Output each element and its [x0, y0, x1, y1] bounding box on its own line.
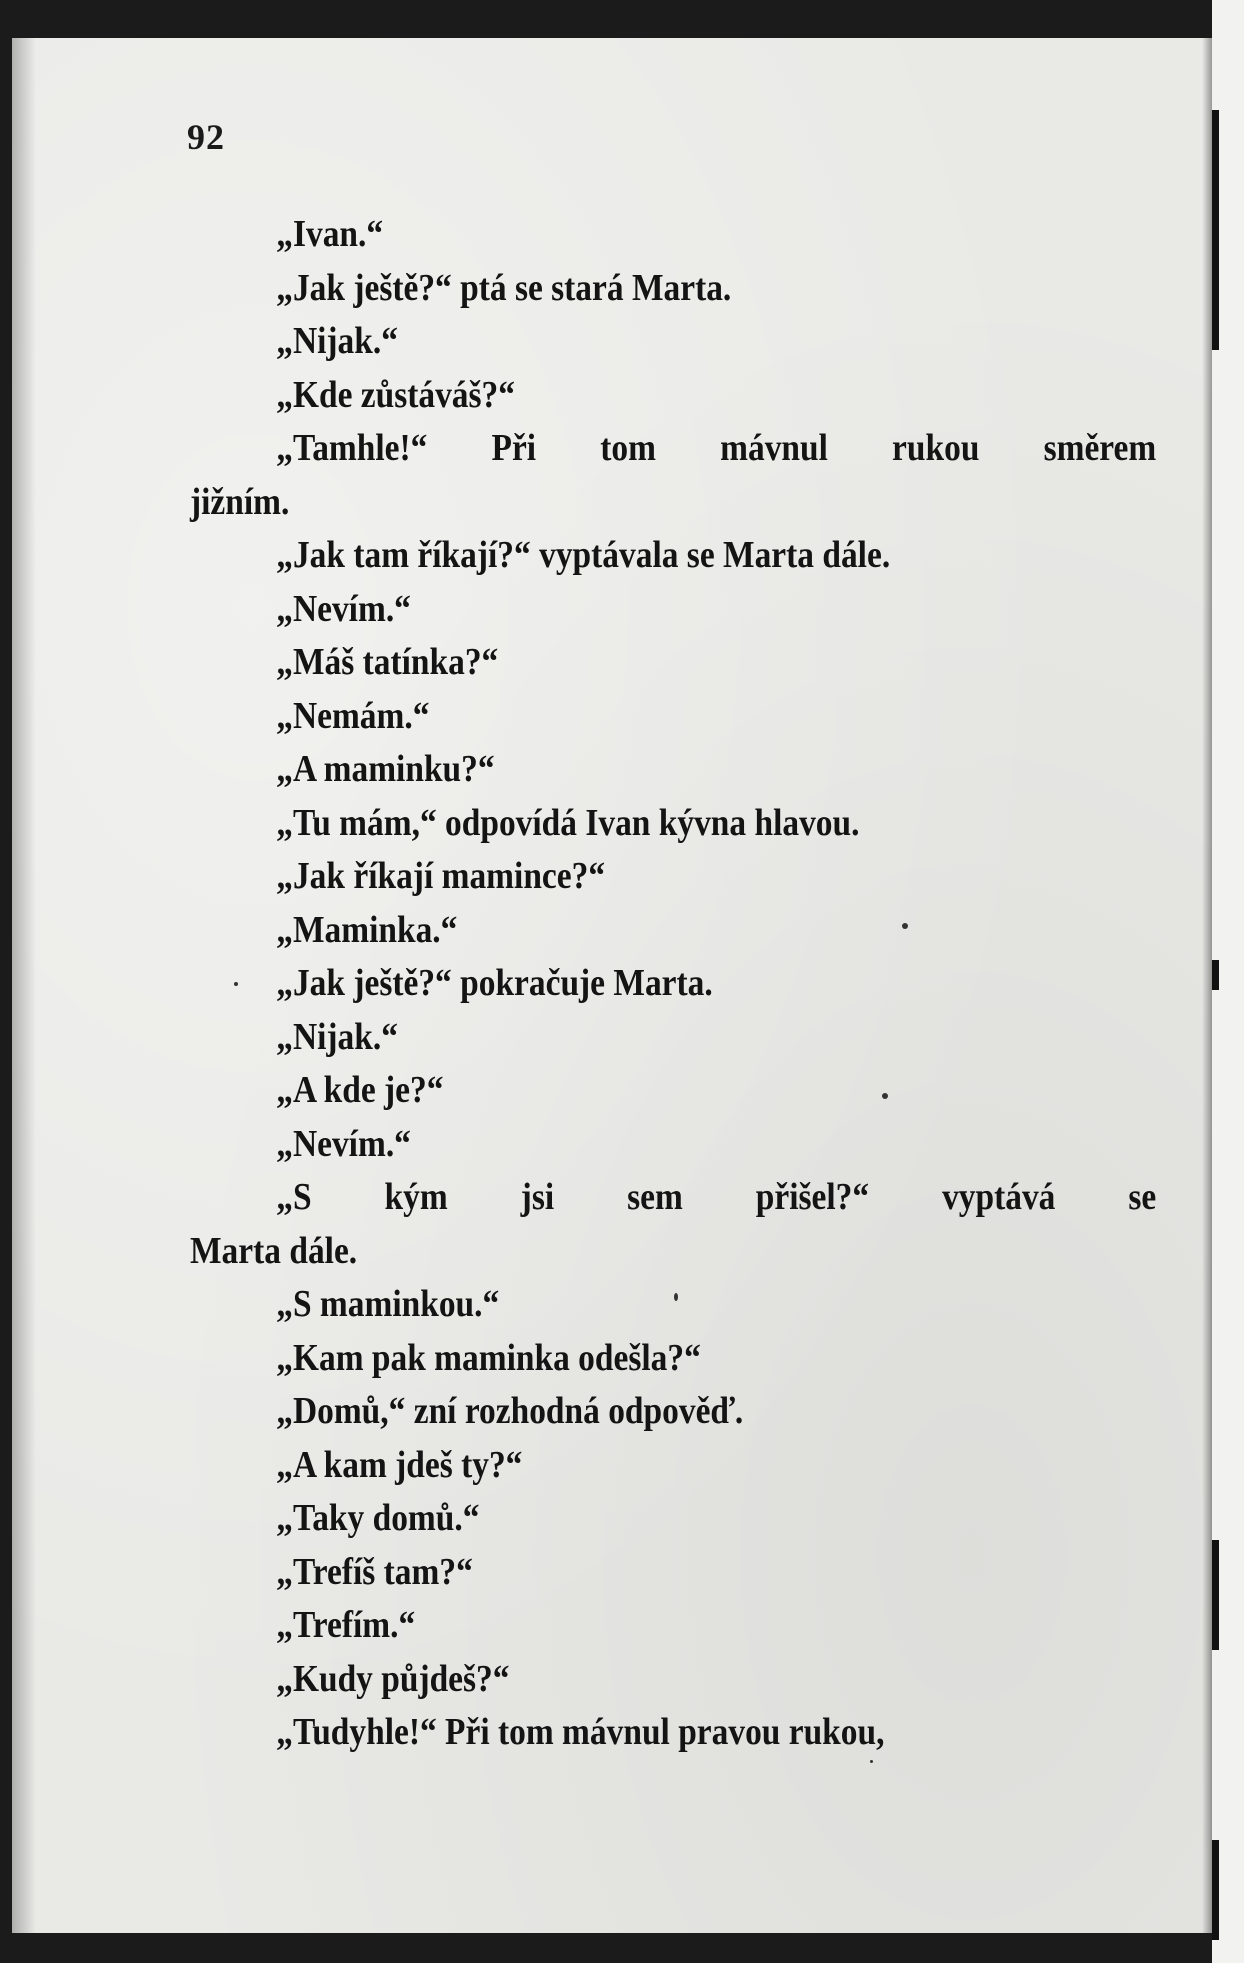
text-line: „Trefíš tam?“ — [276, 1550, 473, 1593]
text-line: „Jak říkají mamince?“ — [276, 855, 606, 897]
text-line: „Domů,“ zní rozhodná odpověď. — [276, 1390, 744, 1432]
print-speck — [882, 1093, 888, 1099]
print-speck — [234, 982, 238, 986]
text-line: „Kam pak maminka odešla?“ — [276, 1336, 701, 1379]
print-speck — [870, 1760, 873, 1763]
text-line: „Taky domů.“ — [276, 1497, 480, 1539]
text-line: „S kým jsi sem přišel?“ vyptává se — [276, 1176, 1157, 1218]
text-line: „Nijak.“ — [276, 1015, 398, 1058]
print-speck — [674, 1293, 678, 1301]
text-line: „Nijak.“ — [276, 320, 398, 362]
text-line: jižním. — [190, 480, 290, 523]
edge-mark — [1212, 960, 1219, 990]
text-body — [190, 208, 1157, 1760]
text-line: „S maminkou.“ — [276, 1283, 500, 1325]
text-line: Marta dále. — [190, 1229, 358, 1272]
text-line: „Tamhle!“ Při tom mávnul rukou směrem — [276, 427, 1157, 469]
print-speck — [902, 923, 908, 929]
text-line: „Kudy půjdeš?“ — [276, 1657, 510, 1700]
text-line: „Tudyhle!“ Při tom mávnul pravou rukou, — [276, 1711, 885, 1753]
text-line: „Ivan.“ — [276, 213, 384, 255]
adjacent-page-edge — [1212, 0, 1244, 1963]
text-line: „Nemám.“ — [276, 694, 430, 737]
edge-mark — [1212, 1540, 1219, 1650]
text-line: „A maminku?“ — [276, 748, 495, 790]
text-line: „Maminka.“ — [276, 908, 458, 951]
edge-mark — [1212, 1840, 1219, 1940]
text-line: „Kde zůstáváš?“ — [276, 373, 515, 416]
text-line: „Jak ještě?“ pokračuje Marta. — [276, 962, 713, 1004]
text-line: „Nevím.“ — [276, 587, 411, 630]
text-line: „Jak tam říkají?“ vyptávala se Marta dále. — [276, 534, 891, 576]
text-line: „Trefím.“ — [276, 1604, 416, 1646]
text-line: „A kde je?“ — [276, 1069, 444, 1111]
page-shadow-right — [1202, 38, 1212, 1933]
text-line: „Máš tatínka?“ — [276, 641, 499, 683]
text-line: „Jak ještě?“ ptá se stará Marta. — [276, 266, 732, 309]
text-line: „Nevím.“ — [276, 1122, 411, 1165]
edge-mark — [1212, 110, 1219, 350]
page-shadow-left — [12, 38, 36, 1933]
page-number: 92 — [187, 117, 225, 157]
text-line: „A kam jdeš ty?“ — [276, 1443, 523, 1486]
text-line: „Tu mám,“ odpovídá Ivan kývna hlavou. — [276, 801, 860, 844]
book-page — [12, 38, 1212, 1933]
